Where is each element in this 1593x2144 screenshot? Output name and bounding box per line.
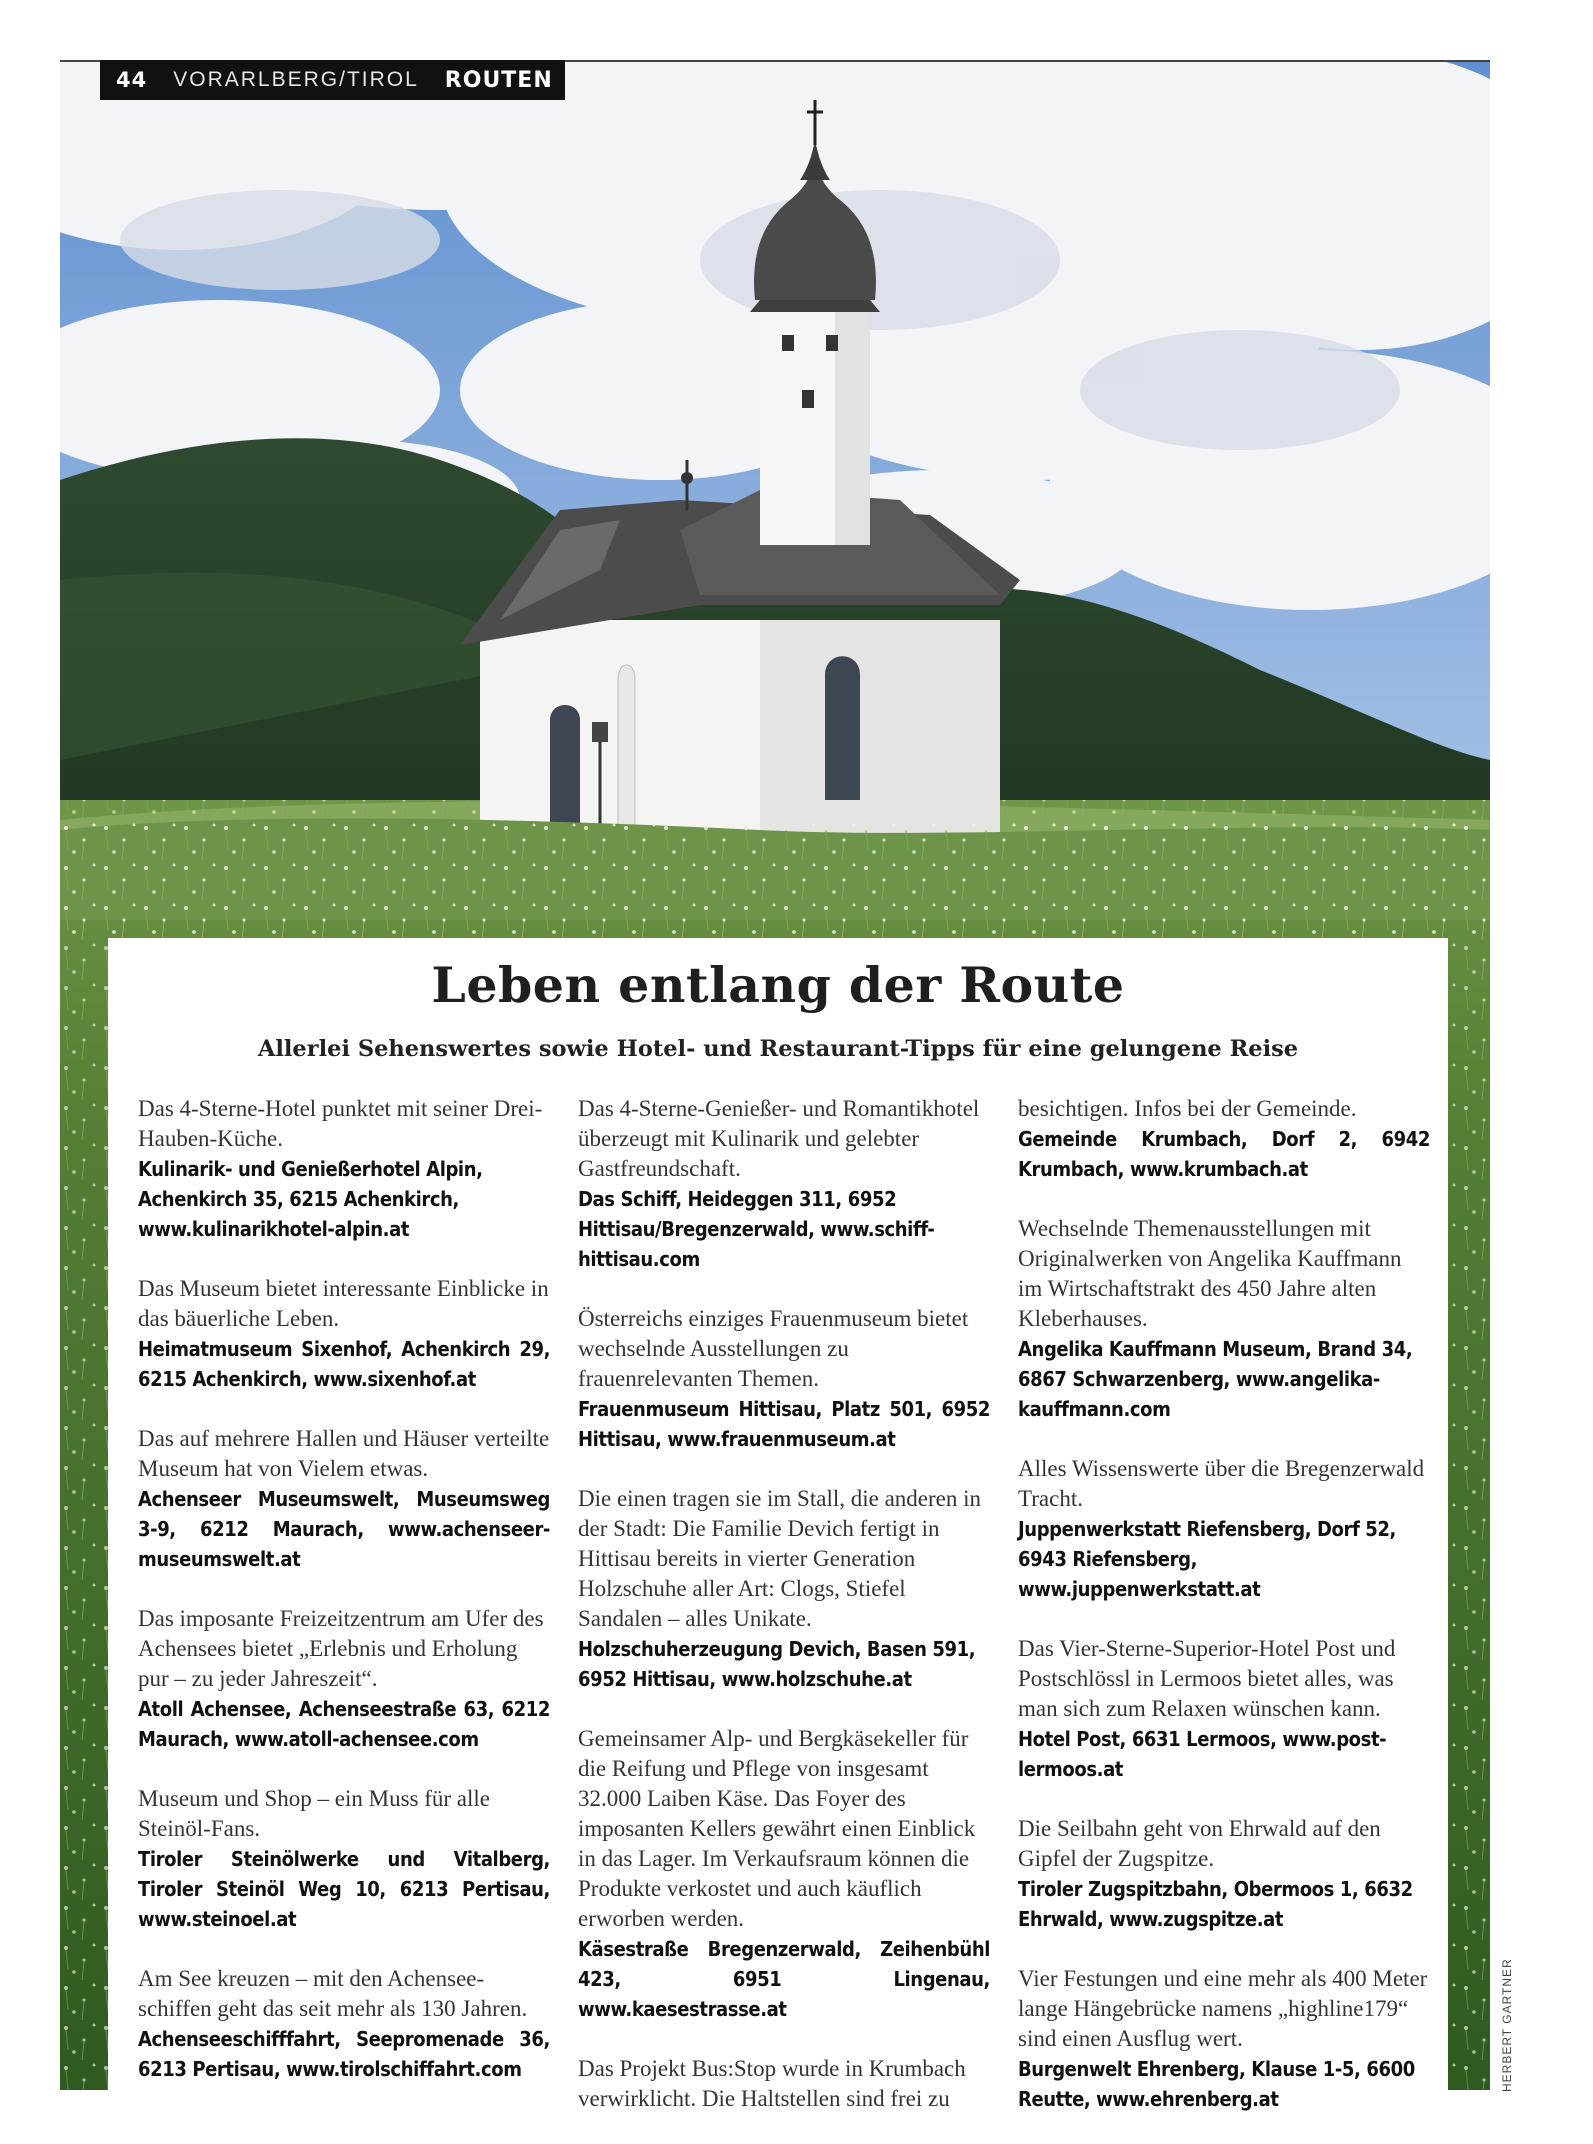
list-item: [1018, 1214, 1430, 1424]
entry-address: Gemeinde Krumbach, Dorf 2, 6942 Krumbach, www.krumbach.at: [1018, 1127, 1430, 1181]
entry-description: Wechselnde Themenausstellungen mit Originalwerken von Angelika Kauffmann im Wirtschaftstrakt des 450 Jahre alten Kleberhauses.: [1018, 1216, 1402, 1331]
entry-description: Das Projekt Bus:Stop wurde in Krumbach verwirklicht. Die Haltstellen sind frei zu: [578, 2056, 966, 2111]
list-item: [138, 1784, 550, 1934]
entry-description: Das 4-Sterne-Genießer- und Romantikhotel überzeugt mit Kulinarik und gelebter Gastfreundschaft.: [578, 1096, 980, 1181]
list-item: [138, 1964, 550, 2084]
entry-description: besichtigen. Infos bei der Gemeinde.: [1018, 1096, 1357, 1121]
entry-address: Achenseeschifffahrt, Seepromenade 36, 6213 Pertisau, www.tirolschiffahrt.com: [138, 2027, 550, 2081]
entry-address: Käsestraße Bregenzerwald, Zeihenbühl 423, 6951 Lingenau, www.kaesestrasse.at: [578, 1937, 990, 2021]
list-item: [578, 1094, 990, 1274]
list-item: [1018, 1634, 1430, 1784]
entry-address: Juppenwerkstatt Riefensberg, Dorf 52, 6943 Riefensberg, www.juppenwerkstatt.at: [1018, 1517, 1396, 1601]
list-item: [1018, 1094, 1430, 1184]
list-item: [578, 1724, 990, 2024]
entry-address: Heimatmuseum Sixenhof, Achenkirch 29, 6215 Achenkirch, www.sixenhof.at: [138, 1337, 550, 1391]
entry-description: Am See kreuzen – mit den Achensee-schiffen geht das seit mehr als 130 Jahren.: [138, 1966, 528, 2021]
entry-address: Hotel Post, 6631 Lermoos, www.post-lermoos.at: [1018, 1727, 1387, 1781]
list-item: [138, 1604, 550, 1754]
list-item: [1018, 1814, 1430, 1934]
entry-address: Atoll Achensee, Achenseestraße 63, 6212 Maurach, www.atoll-achensee.com: [138, 1697, 550, 1751]
entry-address: Das Schiff, Heideggen 311, 6952 Hittisau/Bregenzerwald, www.schiff-hittisau.com: [578, 1187, 935, 1271]
entry-description: Alles Wissenswerte über die Bregenzerwald Tracht.: [1018, 1456, 1425, 1511]
list-item: [138, 1274, 550, 1394]
list-item: [138, 1424, 550, 1574]
entry-address: Tiroler Steinölwerke und Vitalberg, Tiroler Steinöl Weg 10, 6213 Pertisau, www.steinoel.at: [138, 1847, 550, 1931]
entry-description: Das auf mehrere Hallen und Häuser verteilte Museum hat von Vielem etwas.: [138, 1426, 550, 1481]
entry-address: Achenseer Museumswelt, Museumsweg 3-9, 6212 Maurach, www.achenseer-museumswelt.at: [138, 1487, 550, 1571]
entry-description: Österreichs einziges Frauenmuseum bietet wechselnde Ausstellungen zu frauenrelevanten Themen.: [578, 1306, 969, 1391]
section-name: VORARLBERG/TIROL: [173, 68, 419, 91]
article-box: [108, 938, 1448, 2111]
column-3: [1018, 1094, 1430, 2144]
entry-address: Angelika Kauffmann Museum, Brand 34, 6867 Schwarzenberg, www.angelika-kauffmann.com: [1018, 1337, 1413, 1421]
section-tag: ROUTEN: [444, 67, 553, 93]
list-item: [578, 1484, 990, 1694]
entry-description: Museum und Shop – ein Muss für alle Steinöl-Fans.: [138, 1786, 491, 1841]
entry-description: Das Museum bietet interessante Einblicke in das bäuerliche Leben.: [138, 1276, 549, 1331]
list-item: [578, 1304, 990, 1454]
list-item: [1018, 1454, 1430, 1604]
article-subhead: Allerlei Sehenswertes sowie Hotel- und Restaurant-Tipps für eine gelungene Reise: [257, 1036, 1299, 1062]
entry-description: Das imposante Freizeitzentrum am Ufer des Achensees bietet „Erlebnis und Erholung pur – zu jeder Jahreszeit“.: [138, 1606, 544, 1691]
entry-description: Die Seilbahn geht von Ehrwald auf den Gipfel der Zugspitze.: [1018, 1816, 1381, 1871]
entry-description: Das 4-Sterne-Hotel punktet mit seiner Drei-Hauben-Küche.: [138, 1096, 543, 1151]
entry-description: Gemeinsamer Alp- und Bergkäsekeller für die Reifung und Pflege von insgesamt 32.000 Laiben Käse. Das Foyer des imposanten Kellers gewährt einen Einblick in das Lager. Im Verkaufsraum können die Produkte verkostet und auch käuflich erworben werden.: [578, 1726, 976, 1931]
column-1: [138, 1094, 550, 2114]
page-header: [60, 58, 1490, 100]
column-2: [578, 1094, 990, 2144]
entry-address: Burgenwelt Ehrenberg, Klause 1-5, 6600 Reutte, www.ehrenberg.at: [1018, 2057, 1415, 2111]
entry-description: Vier Festungen und eine mehr als 400 Meter lange Hängebrücke namens „highline179“ sind einen Ausflug wert.: [1018, 1966, 1428, 2051]
entry-description: Die einen tragen sie im Stall, die anderen in der Stadt: Die Familie Devich fertigt in Hittisau bereits in vierter Generation Holzschuhe aller Art: Clogs, Stiefel Sandalen – alles Unikate.: [578, 1486, 982, 1631]
entry-address: Frauenmuseum Hittisau, Platz 501, 6952 Hittisau, www.frauenmuseum.at: [578, 1397, 990, 1451]
list-item: [138, 1094, 550, 1244]
header-bar: [100, 60, 565, 100]
article-headline: Leben entlang der Route: [431, 956, 1125, 1014]
entry-address: Kulinarik- und Genießerhotel Alpin, Achenkirch 35, 6215 Achenkirch, www.kulinarikhotel-alpin.at: [138, 1157, 483, 1241]
entry-description: Das Vier-Sterne-Superior-Hotel Post und Postschlössl in Lermoos bietet alles, was man sich zum Relaxen wünschen kann.: [1018, 1636, 1396, 1721]
photo-credit: HERBERT GARTNER: [1500, 1958, 1514, 2092]
list-item: [1018, 1964, 1430, 2114]
page-number: 44: [116, 68, 148, 92]
entry-address: Tiroler Zugspitzbahn, Obermoos 1, 6632 Ehrwald, www.zugspitze.at: [1018, 1877, 1413, 1931]
list-item: [578, 2054, 990, 2114]
entry-address: Holzschuherzeugung Devich, Basen 591, 6952 Hittisau, www.holzschuhe.at: [578, 1637, 976, 1691]
